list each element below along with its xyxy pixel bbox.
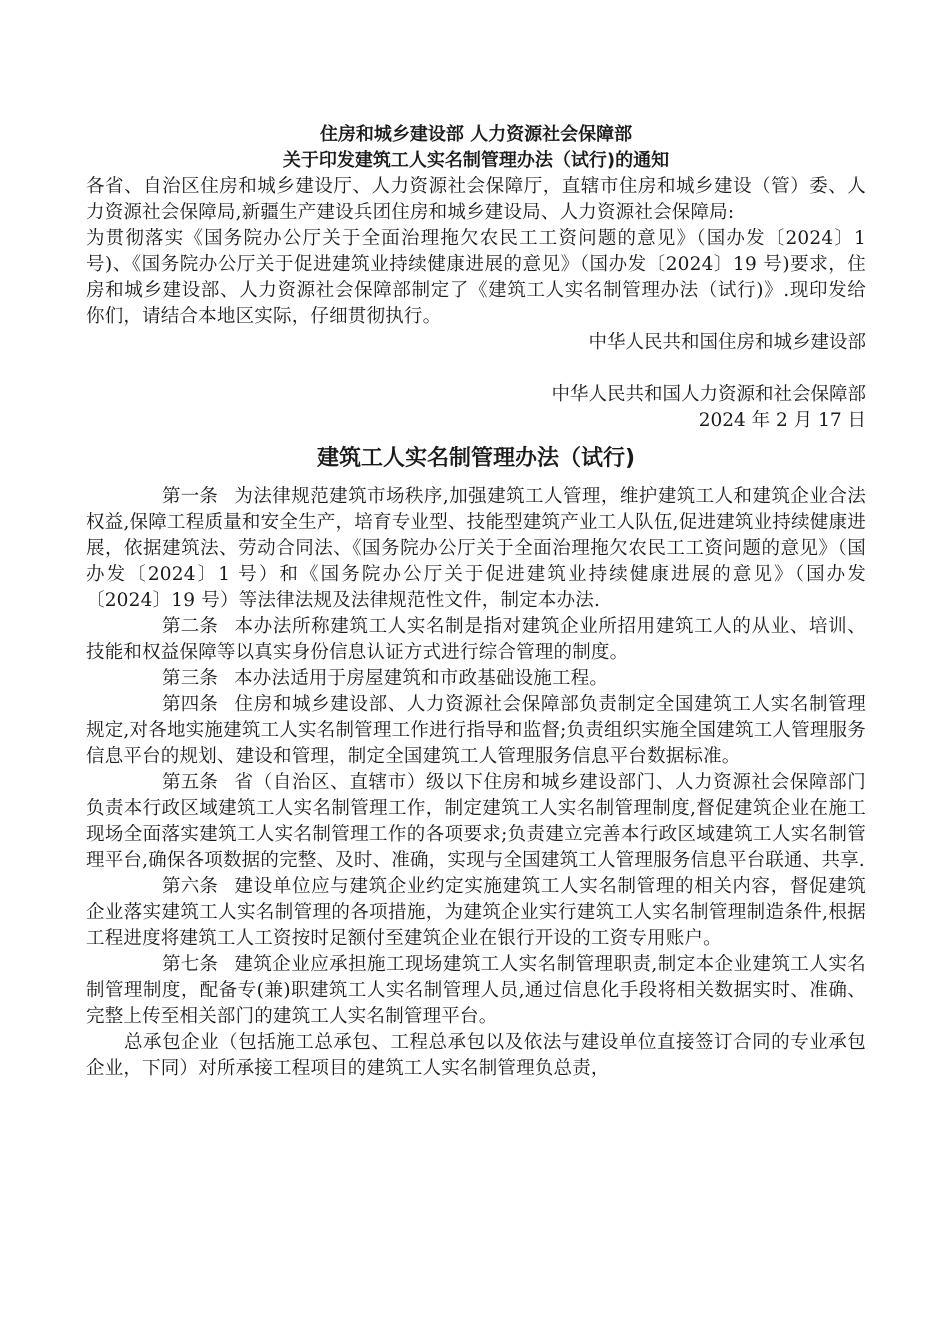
article-text: 为法律规范建筑市场秩序,加强建筑工人管理，维护建筑工人和建筑企业合法权益,保障工程质量和安全生产，培育专业型、技能型建筑产业工人队伍,促进建筑业持续健康进展，依据建筑法、劳动合同法、《国务院办公厅关于全面治理拖欠农民工工资问题的意见》（国办发〔2024〕1 号）和《国务院办公厅关于促进建筑业持续健康进展的意见》（国办发〔2024〕19 号）等法律法规及法律规范性文件，制定本办法. — [86, 486, 866, 611]
article-text: 建设单位应与建筑企业约定实施建筑工人实名制管理的相关内容，督促建筑企业落实建筑工人实名制管理的各项措施，为建筑企业实行建筑工人实名制管理制造条件,根据工程进度将建筑工人工资按时足额付至建筑企业在银行开设的工资专用账户。 — [86, 876, 866, 949]
notice-signer-1: 中华人民共和国住房和城乡建设部 — [588, 332, 866, 353]
article-label: 第一条 — [162, 486, 219, 507]
article-1 — [86, 484, 866, 614]
notice-body: 为贯彻落实《国务院办公厅关于全面治理拖欠农民工工资问题的意见》（国办发〔2024〕1 号)、《国务院办公厅关于促进建筑业持续健康进展的意见》（国办发〔2024〕19 号)要求，住房和城乡建设部、人力资源社会保障部制定了《建筑工人实名制管理办法（试行)》.现印发给你们，请结合本地区实际，仔细贯彻执行。 — [86, 228, 866, 327]
article-6 — [86, 874, 866, 952]
article-text: 建筑企业应承担施工现场建筑工人实名制管理职责,制定本企业建筑工人实名制管理制度，配备专(兼)职建筑工人实名制管理人员,通过信息化手段将相关数据实时、准确、完整上传至相关部门的建筑工人实名制管理平台。 — [86, 954, 866, 1027]
article-2 — [86, 614, 866, 666]
article-text: 省（自治区、直辖市）级以下住房和城乡建设部门、人力资源社会保障部门负责本行政区域建筑工人实名制管理工作，制定建筑工人实名制管理制度,督促建筑企业在施工现场全面落实建筑工人实名制管理工作的各项要求;负责建立完善本行政区域建筑工人实名制管理平台,确保各项数据的完整、及时、准确，实现与全国建筑工人管理服务信息平台联通、共享. — [86, 772, 866, 871]
article-7 — [86, 952, 866, 1030]
notice-issuers: 住房和城乡建设部 人力资源社会保障部 — [319, 124, 633, 145]
notice-signer-2: 中华人民共和国人力资源和社会保障部 — [551, 384, 866, 405]
article-label: 第三条 — [162, 668, 219, 689]
notice-addressee: 各省、自治区住房和城乡建设厅、人力资源社会保障厅，直辖市住房和城乡建设（管）委、人力资源社会保障局,新疆生产建设兵团住房和城乡建设局、人力资源社会保障局: — [86, 176, 866, 223]
article-4 — [86, 692, 866, 770]
article-label: 第二条 — [162, 616, 219, 637]
article-7-continuation: 总承包企业（包括施工总承包、工程总承包以及依法与建设单位直接签订合同的专业承包企业，下同）对所承接工程项目的建筑工人实名制管理负总责， — [86, 1032, 866, 1079]
article-text: 本办法适用于房屋建筑和市政基础设施工程。 — [234, 668, 609, 689]
article-label: 第五条 — [162, 772, 219, 793]
article-3 — [86, 666, 866, 692]
measures-title: 建筑工人实名制管理办法（试行) — [316, 446, 636, 471]
article-text: 住房和城乡建设部、人力资源社会保障部负责制定全国建筑工人实名制管理规定,对各地实施建筑工人实名制管理工作进行指导和监督;负责组织实施全国建筑工人管理服务信息平台的规划、建设和管理，制定全国建筑工人管理服务信息平台数据标准。 — [86, 694, 866, 767]
notice-title: 关于印发建筑工人实名制管理办法（试行)的通知 — [282, 150, 670, 171]
article-label: 第六条 — [162, 876, 219, 897]
notice-date: 2024 年 2 月 17 日 — [698, 410, 866, 431]
document-page — [86, 122, 866, 1082]
article-label: 第七条 — [162, 954, 219, 975]
article-label: 第四条 — [162, 694, 219, 715]
article-text: 本办法所称建筑工人实名制是指对建筑企业所招用建筑工人的从业、培训、技能和权益保障等以真实身份信息认证方式进行综合管理的制度。 — [86, 616, 866, 663]
article-5 — [86, 770, 866, 874]
